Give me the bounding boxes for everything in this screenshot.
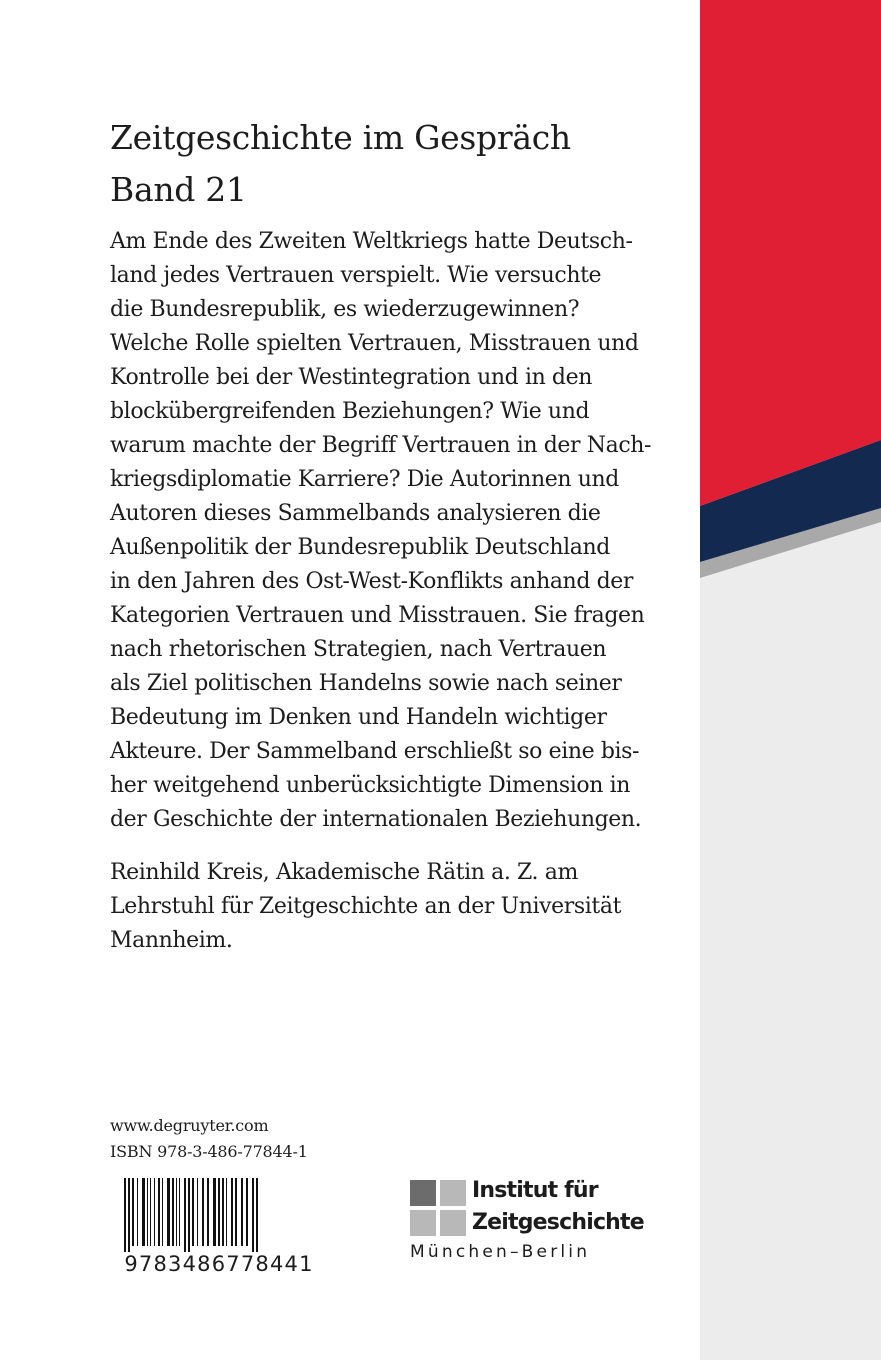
- blurb-line: Bedeutung im Denken und Handeln wichtiger: [110, 705, 607, 730]
- barcode-bar: [124, 1178, 126, 1252]
- institute-logo: [410, 1180, 650, 1270]
- blurb-line: als Ziel politischen Handelns sowie nach seiner: [110, 671, 622, 696]
- barcode-bar: [226, 1178, 227, 1246]
- barcode-bar: [150, 1178, 151, 1246]
- publisher-url[interactable]: www.degruyter.com: [110, 1116, 269, 1135]
- barcode-bar: [188, 1178, 190, 1252]
- barcode-bar: [218, 1178, 220, 1246]
- barcode-bar: [179, 1178, 180, 1246]
- barcode-bar: [142, 1178, 145, 1246]
- barcode-bar: [241, 1178, 243, 1246]
- barcode-bar: [172, 1178, 174, 1246]
- barcode-bar: [213, 1178, 216, 1246]
- blurb-line: die Bundesrepublik, es wiederzugewinnen?: [110, 297, 580, 322]
- barcode-bar: [147, 1178, 148, 1246]
- blurb-line: kriegsdiplomatie Karriere? Die Autorinnen und: [110, 467, 619, 492]
- barcode-bar: [197, 1178, 198, 1246]
- barcode-bar: [207, 1178, 209, 1246]
- author-bio: [110, 856, 670, 958]
- barcode-bar: [128, 1178, 130, 1252]
- logo-squares-icon: [410, 1180, 468, 1238]
- barcode-digits: 9783486778441: [124, 1252, 314, 1274]
- logo-name-line1: Institut für: [472, 1178, 598, 1203]
- blurb-line: blockübergreifenden Beziehungen? Wie und: [110, 399, 590, 424]
- series-volume: Band 21: [110, 170, 247, 209]
- blurb-text: [110, 225, 655, 837]
- series-title: Zeitgeschichte im Gespräch: [110, 118, 571, 157]
- author-line: Lehrstuhl für Zeitgeschichte an der Universität: [110, 894, 622, 919]
- blurb-line: Kategorien Vertrauen und Misstrauen. Sie fragen: [110, 603, 645, 628]
- barcode-bar: [158, 1178, 160, 1246]
- barcode-bar: [176, 1178, 177, 1246]
- isbn-barcode: [110, 1176, 328, 1274]
- barcode-bar: [137, 1178, 138, 1246]
- blurb-line: Am Ende des Zweiten Weltkriegs hatte Deutsch-: [110, 229, 633, 254]
- barcode-bar: [154, 1178, 155, 1246]
- blurb-line: Kontrolle bei der Westintegration und in den: [110, 365, 593, 390]
- barcode-bar: [162, 1178, 163, 1246]
- barcode-bar: [246, 1178, 248, 1246]
- barcode-bar: [167, 1178, 170, 1246]
- barcode-bars: [124, 1178, 258, 1252]
- blurb-line: der Geschichte der internationalen Beziehungen.: [110, 807, 642, 832]
- series-heading: [110, 112, 571, 216]
- barcode-bar: [252, 1178, 254, 1252]
- blurb-line: Autoren dieses Sammelbands analysieren die: [110, 501, 601, 526]
- blurb-line: Außenpolitik der Bundesrepublik Deutschland: [110, 535, 610, 560]
- blurb-line: her weitgehend unberücksichtigte Dimension in: [110, 773, 631, 798]
- blurb-line: land jedes Vertrauen verspielt. Wie versuchte: [110, 263, 602, 288]
- barcode-bar: [184, 1178, 186, 1252]
- barcode-bar: [202, 1178, 204, 1246]
- blurb-line: Akteure. Der Sammelband erschließt so eine bis-: [110, 739, 640, 764]
- blurb-line: in den Jahren des Ost-West-Konflikts anhand der: [110, 569, 634, 594]
- blurb-line: warum machte der Begriff Vertrauen in der Nach-: [110, 433, 652, 458]
- logo-location: München–Berlin: [410, 1242, 591, 1262]
- blurb-line: nach rhetorischen Strategien, nach Vertrauen: [110, 637, 607, 662]
- author-line: Reinhild Kreis, Akademische Rätin a. Z. am: [110, 860, 578, 885]
- barcode-bar: [256, 1178, 258, 1252]
- blurb-line: Welche Rolle spielten Vertrauen, Misstrauen und: [110, 331, 639, 356]
- barcode-bar: [231, 1178, 233, 1246]
- barcode-bar: [192, 1178, 194, 1246]
- author-line: Mannheim.: [110, 928, 233, 953]
- logo-name-line2: Zeitgeschichte: [472, 1210, 644, 1235]
- barcode-bar: [222, 1178, 224, 1246]
- barcode-bar: [235, 1178, 237, 1246]
- isbn-number: ISBN 978-3-486-77844-1: [110, 1142, 308, 1161]
- red-block: [700, 0, 881, 506]
- barcode-bar: [132, 1178, 134, 1246]
